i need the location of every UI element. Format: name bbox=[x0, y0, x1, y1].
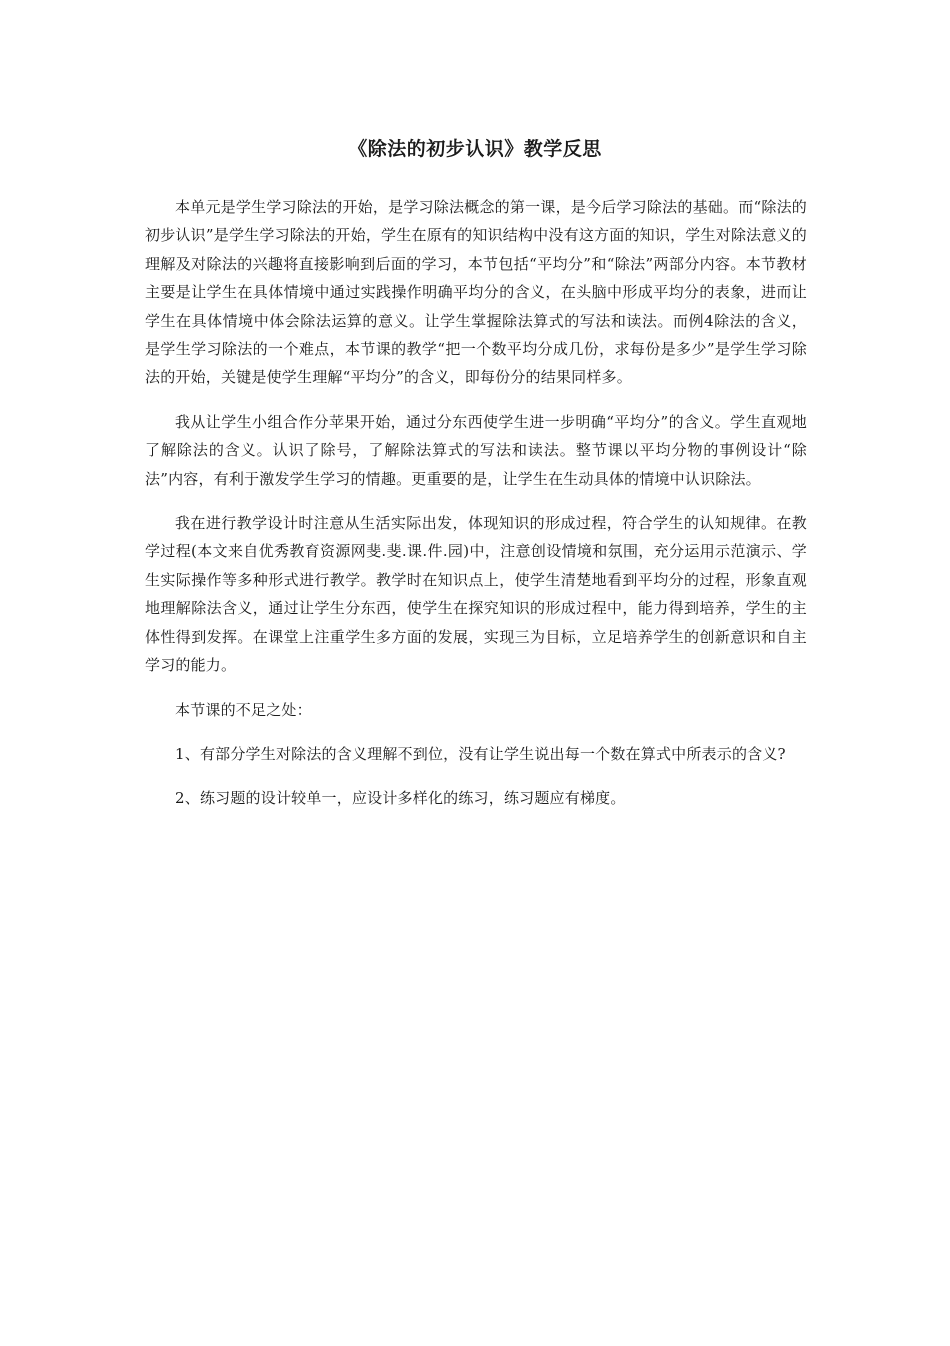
document-body bbox=[145, 193, 807, 829]
paragraph-activity: 我从让学生小组合作分苹果开始，通过分东西使学生进一步明确“平均分”的含义。学生直观地了解除法的含义。认识了除号，了解除法算式的写法和读法。整节课以平均分物的事例设计“除法”内容，有利于激发学生学习的情趣。更重要的是，让学生在生动具体的情境中认识除法。 bbox=[145, 412, 807, 488]
paragraph-shortcoming-2: 2、练习题的设计较单一，应设计多样化的练习，练习题应有梯度。 bbox=[175, 789, 626, 808]
paragraph-design: 我在进行教学设计时注意从生活实际出发，体现知识的形成过程，符合学生的认知规律。在教学过程(本文来自优秀教育资源网斐.斐.课.件.园)中，注意创设情境和氛围，充分运用示范演示、学生实际操作等多种形式进行教学。教学时在知识点上，使学生清楚地看到平均分的过程，形象直观地理解除法含义，通过让学生分东西，使学生在探究知识的形成过程中，能力得到培养，学生的主体性得到发挥。在课堂上注重学生多方面的发展，实现三为目标，立足培养学生的创新意识和自主学习的能力。 bbox=[145, 514, 807, 675]
paragraph-shortcoming-1: 1、有部分学生对除法的含义理解不到位，没有让学生说出每一个数在算式中所表示的含义? bbox=[175, 744, 786, 763]
document-title: 《除法的初步认识》教学反思 bbox=[348, 138, 602, 160]
paragraph-shortcomings-heading: 本节课的不足之处： bbox=[175, 700, 312, 719]
paragraph-intro: 本单元是学生学习除法的开始，是学习除法概念的第一课，是今后学习除法的基础。而“除法的初步认识”是学生学习除法的开始，学生在原有的知识结构中没有这方面的知识，学生对除法意义的理解及对除法的兴趣将直接影响到后面的学习，本节包括“平均分”和“除法”两部分内容。本节教材主要是让学生在具体情境中通过实践操作明确平均分的含义，在头脑中形成平均分的表象，进而让学生在具体情境中体会除法运算的意义。让学生掌握除法算式的写法和读法。而例4除法的含义，是学生学习除法的一个难点，本节课的教学“把一个数平均分成几份，求每份是多少”是学生学习除法的开始，关键是使学生理解“平均分”的含义，即每份分的结果同样多。 bbox=[145, 198, 807, 387]
